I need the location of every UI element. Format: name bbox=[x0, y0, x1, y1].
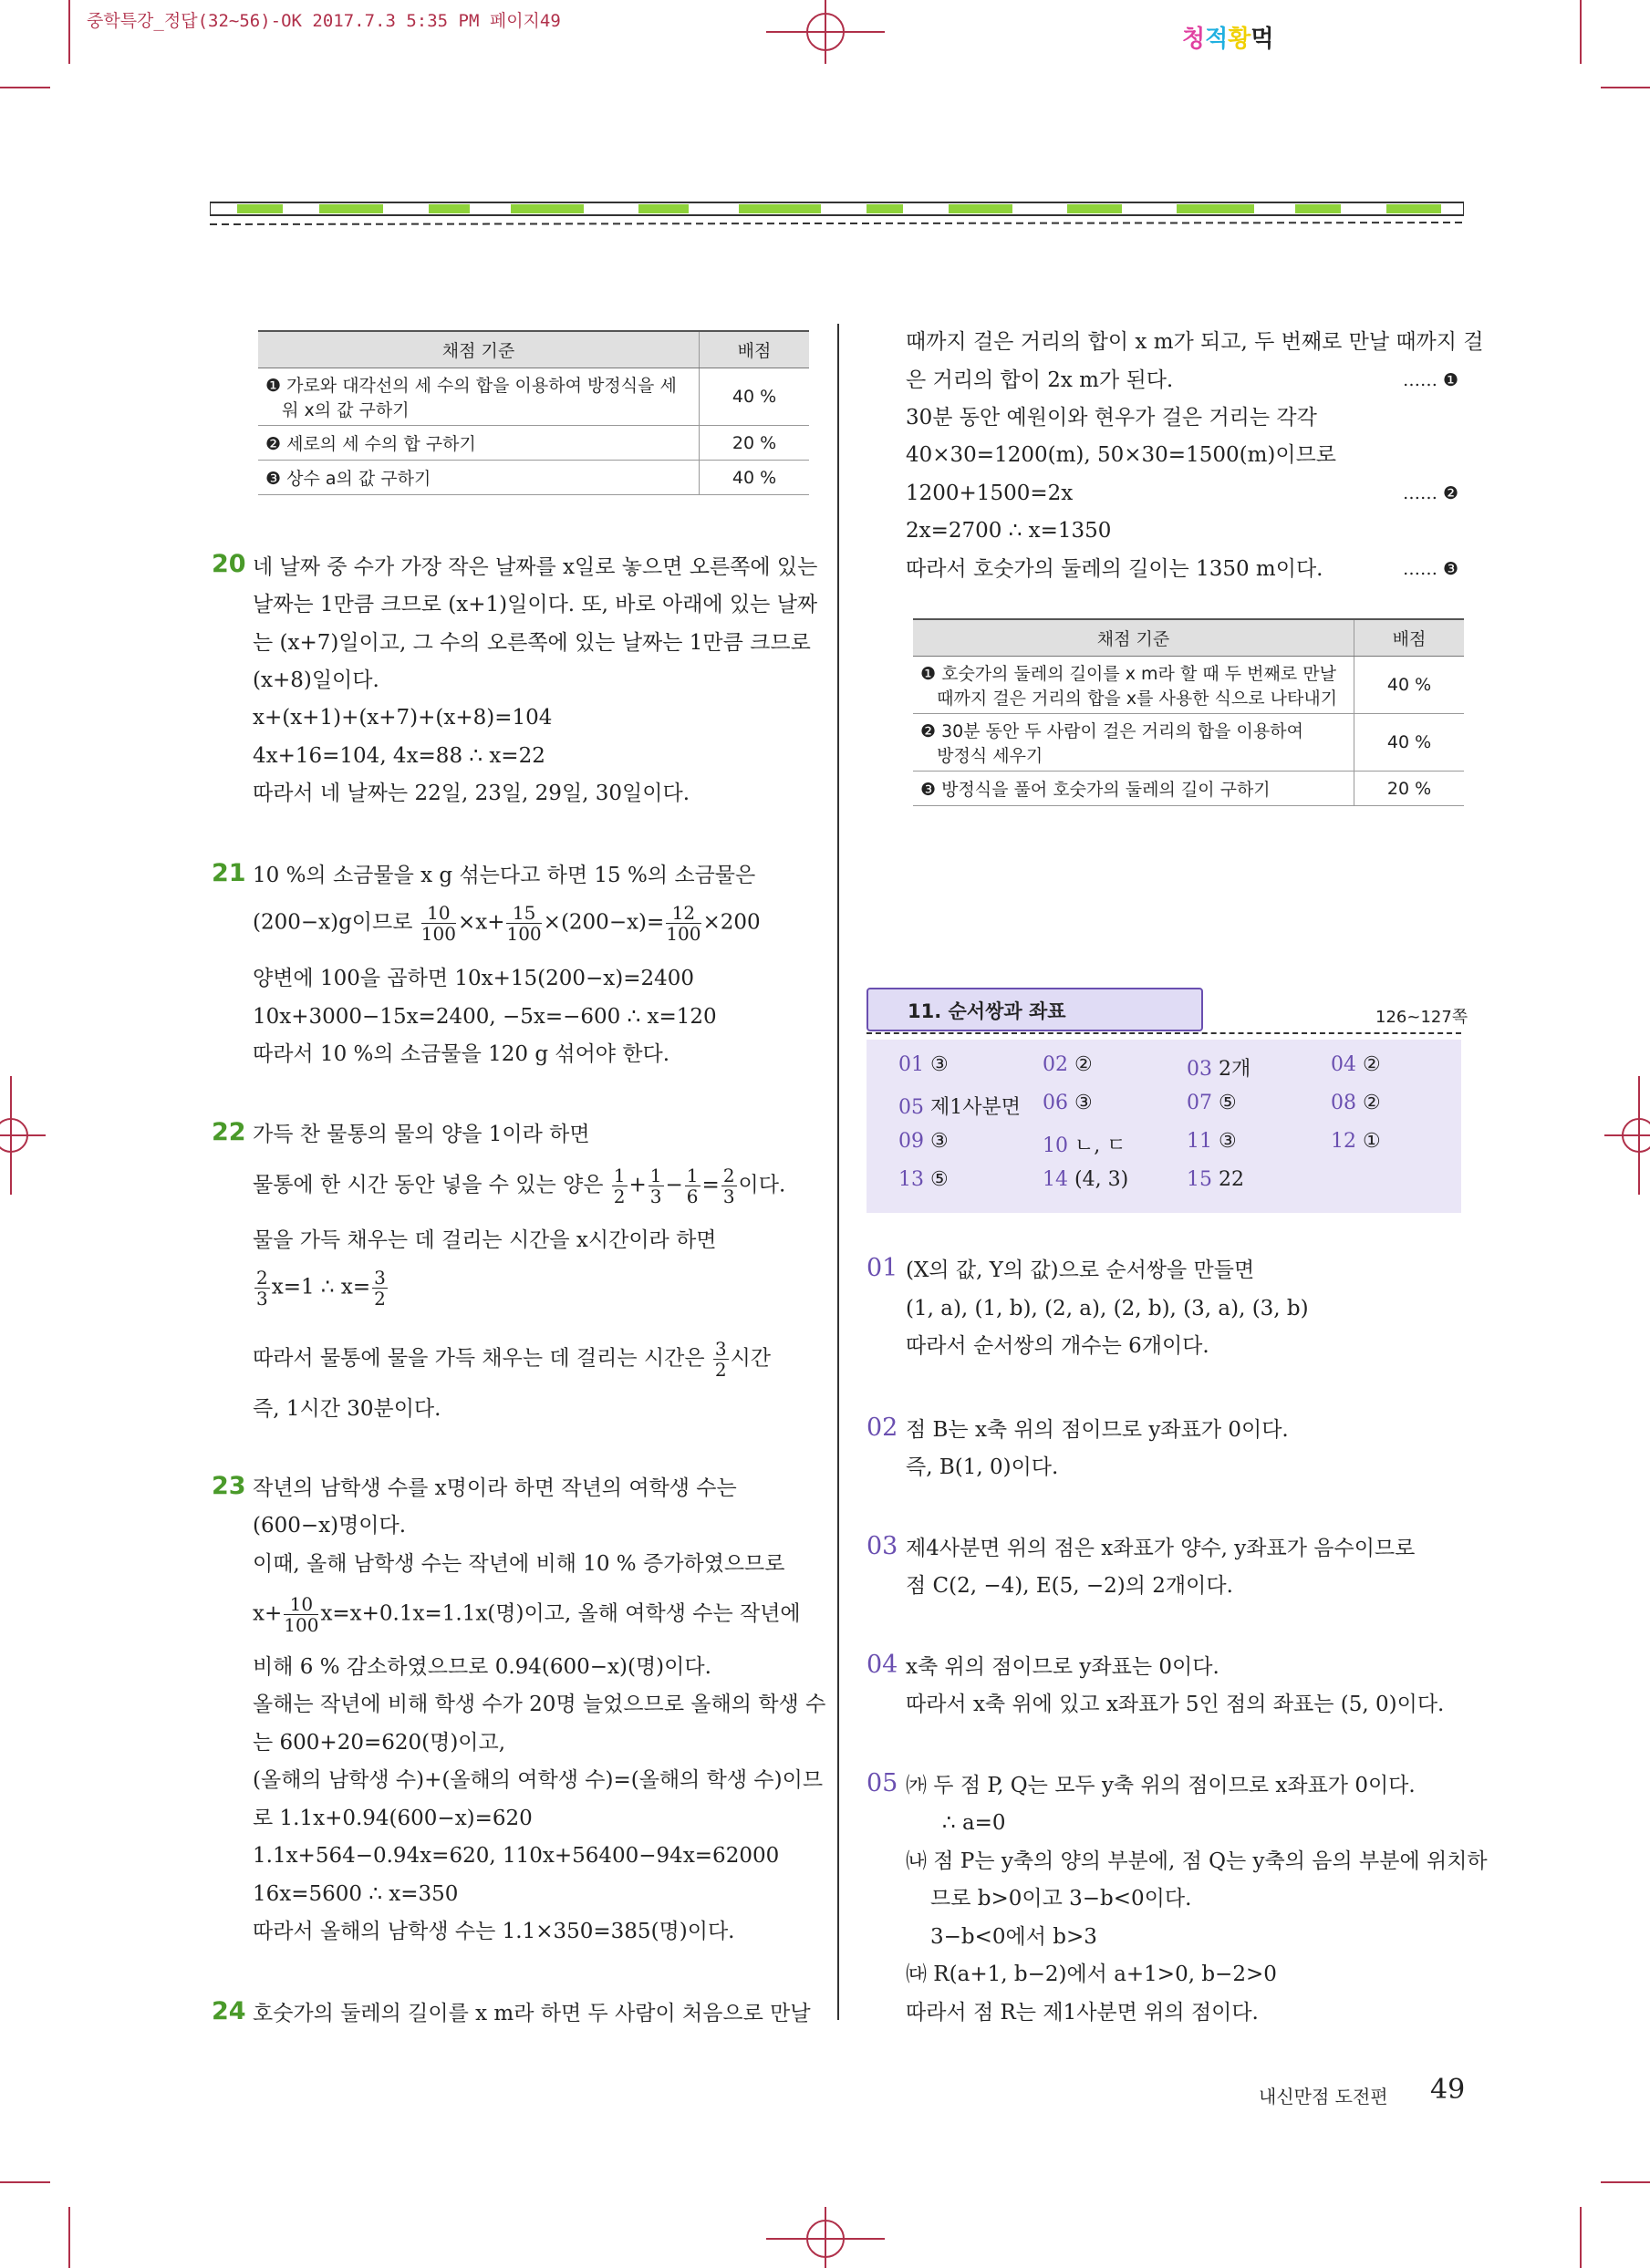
registration-mark bbox=[766, 2207, 885, 2268]
answer-number: 07 bbox=[1187, 1092, 1212, 1114]
text-line: 10 %의 소금물을 x g 섞는다고 하면 15 %의 소금물은 bbox=[253, 864, 756, 887]
fraction: $\frac{1}{2}$ bbox=[613, 1165, 626, 1207]
answer-item bbox=[898, 1053, 949, 1076]
fraction: $\frac{1}{6}$ bbox=[686, 1165, 699, 1207]
text-line: 로 1.1x+0.94(600−x)=620 bbox=[253, 1807, 533, 1830]
equation-line: x+ $\frac{10}{100}$ x=x+0.1x=1.1x(명)이고, 올해 여학생 수는 작년에 bbox=[253, 1593, 801, 1636]
fraction: $\frac{3}{2}$ bbox=[714, 1338, 727, 1381]
crop-mark bbox=[1601, 2181, 1650, 2183]
text-line: 올해는 작년에 비해 학생 수가 20명 늘었으므로 올해의 학생 수 bbox=[253, 1693, 826, 1716]
fraction: $\frac{1}{3}$ bbox=[649, 1165, 662, 1207]
text-line: 1200+1500=2x bbox=[906, 482, 1074, 505]
table-cell: ❷ 세로의 세 수의 합 구하기 bbox=[258, 426, 700, 461]
answer-value: ② bbox=[1363, 1053, 1381, 1076]
answer-value: ① bbox=[1363, 1130, 1381, 1153]
fraction: $\frac{10}{100}$ bbox=[284, 1593, 319, 1636]
step-mark: …… ❷ bbox=[1403, 483, 1459, 503]
text-line: 4x+16=104, 4x=88 ∴ x=22 bbox=[253, 744, 545, 768]
scoring-table-right bbox=[913, 618, 1464, 806]
section-divider bbox=[867, 1032, 1461, 1034]
problem-number: 02 bbox=[867, 1414, 898, 1442]
table-header: 채점 기준 bbox=[258, 331, 700, 368]
answer-value: 제1사분면 bbox=[930, 1096, 1022, 1119]
answer-number: 10 bbox=[1043, 1134, 1068, 1157]
text-line: 므로 b>0이고 3−b<0이다. bbox=[930, 1887, 1192, 1911]
brand-char: 청 bbox=[1182, 26, 1206, 53]
answer-number: 06 bbox=[1043, 1092, 1068, 1114]
answer-item bbox=[898, 1168, 949, 1191]
answer-number: 11 bbox=[1187, 1130, 1212, 1153]
page-range: 126~127쪽 bbox=[1375, 1008, 1468, 1027]
text-line: ㈐ R(a+1, b−2)에서 a+1>0, b−2>0 bbox=[906, 1962, 1277, 1986]
text-line: ㈏ 점 P는 y축의 양의 부분에, 점 Q는 y축의 음의 부분에 위치하 bbox=[906, 1849, 1488, 1873]
column-divider bbox=[837, 324, 839, 2020]
table-cell: ❸ 상수 a의 값 구하기 bbox=[258, 461, 700, 495]
problem-number: 23 bbox=[212, 1472, 246, 1500]
text-line: 는 600+20=620(명)이고, bbox=[253, 1731, 506, 1755]
text-line: 양변에 100을 곱하면 10x+15(200−x)=2400 bbox=[253, 967, 695, 990]
answer-number: 15 bbox=[1187, 1168, 1212, 1191]
brand-char: 적 bbox=[1205, 26, 1229, 53]
text-line: 따라서 순서쌍의 개수는 6개이다. bbox=[906, 1334, 1209, 1358]
crop-mark bbox=[0, 87, 50, 88]
answer-value: 2개 bbox=[1219, 1058, 1251, 1081]
answer-number: 03 bbox=[1187, 1058, 1212, 1081]
answer-number: 05 bbox=[898, 1096, 924, 1119]
fraction: $\frac{3}{2}$ bbox=[374, 1267, 386, 1310]
answer-value: ③ bbox=[1074, 1092, 1093, 1114]
text-line: 호숫가의 둘레의 길이를 x m라 하면 두 사람이 처음으로 만날 bbox=[253, 2002, 811, 2025]
answer-item bbox=[1331, 1053, 1381, 1076]
registration-mark bbox=[1604, 1076, 1650, 1195]
answer-item bbox=[1187, 1130, 1237, 1153]
step-mark: …… ❸ bbox=[1403, 559, 1459, 579]
answer-number: 01 bbox=[898, 1053, 924, 1076]
text-line: 따라서 호숫가의 둘레의 길이는 1350 m이다. bbox=[906, 557, 1323, 581]
crop-mark bbox=[68, 2207, 70, 2268]
text-line: 따라서 10 %의 소금물을 120 g 섞어야 한다. bbox=[253, 1042, 670, 1066]
points-cell: 20 % bbox=[1354, 772, 1465, 806]
text-line: 40×30=1200(m), 50×30=1500(m)이므로 bbox=[906, 443, 1337, 467]
answer-item bbox=[1331, 1092, 1381, 1114]
table-header: 배점 bbox=[700, 331, 810, 368]
brand-char: 먹 bbox=[1250, 26, 1274, 53]
registration-mark bbox=[766, 0, 885, 64]
table-cell: ❶ 가로와 대각선의 세 수의 합을 이용하여 방정식을 세 워 x의 값 구하기 bbox=[258, 368, 700, 426]
problem-number: 05 bbox=[867, 1769, 898, 1797]
points-cell: 40 % bbox=[1354, 714, 1465, 772]
problem-number: 04 bbox=[867, 1651, 898, 1679]
points-cell: 40 % bbox=[1354, 657, 1465, 714]
text-line: 즉, 1시간 30분이다. bbox=[253, 1397, 441, 1421]
fraction: $\frac{15}{100}$ bbox=[506, 902, 542, 945]
equation-line: 물통에 한 시간 동안 넣을 수 있는 양은 $\frac{1}{2}$ + $\frac{1}{3}$ − $\frac{1}{6}$ = $\frac{2}{3}$ 이다. bbox=[253, 1165, 786, 1207]
equation-line: 따라서 물통에 물을 가득 채우는 데 걸리는 시간은 $\frac{3}{2}$ 시간 bbox=[253, 1338, 772, 1381]
problem-number: 03 bbox=[867, 1532, 898, 1560]
answer-number: 13 bbox=[898, 1168, 924, 1191]
answer-item bbox=[898, 1130, 949, 1153]
text-line: (1, a), (1, b), (2, a), (2, b), (3, a), (3, b) bbox=[906, 1297, 1309, 1320]
table-header: 배점 bbox=[1354, 619, 1465, 657]
problem-number: 21 bbox=[212, 859, 246, 887]
answer-item bbox=[898, 1092, 1021, 1120]
text-line: 30분 동안 예원이와 현우가 걸은 거리는 각각 bbox=[906, 406, 1317, 430]
text-line: 작년의 남학생 수를 x명이라 하면 작년의 여학생 수는 bbox=[253, 1476, 737, 1500]
text-line: 1.1x+564−0.94x=620, 110x+56400−94x=62000 bbox=[253, 1844, 780, 1868]
brand-char: 황 bbox=[1228, 26, 1251, 53]
answer-value: 22 bbox=[1219, 1168, 1244, 1191]
answer-value: ③ bbox=[1219, 1130, 1237, 1153]
text-line: 10x+3000−15x=2400, −5x=−600 ∴ x=120 bbox=[253, 1005, 717, 1029]
crop-mark bbox=[1601, 87, 1650, 88]
text-line: 따라서 x축 위에 있고 x좌표가 5인 점의 좌표는 (5, 0)이다. bbox=[906, 1693, 1445, 1716]
answer-value: ② bbox=[1363, 1092, 1381, 1114]
problem-number: 20 bbox=[212, 550, 246, 578]
text-line: (X의 값, Y의 값)으로 순서쌍을 만들면 bbox=[906, 1258, 1255, 1282]
answer-number: 04 bbox=[1331, 1053, 1356, 1076]
crop-mark bbox=[1580, 2207, 1582, 2268]
text-line: 3−b<0에서 b>3 bbox=[930, 1925, 1097, 1949]
text-line: (600−x)명이다. bbox=[253, 1514, 407, 1538]
step-mark: …… ❶ bbox=[1403, 370, 1459, 390]
answer-value: ⑤ bbox=[930, 1168, 949, 1191]
points-cell: 20 % bbox=[700, 426, 810, 461]
problem-number: 24 bbox=[212, 1997, 246, 2025]
answer-item bbox=[1187, 1053, 1250, 1082]
text-line: 점 C(2, −4), E(5, −2)의 2개이다. bbox=[906, 1574, 1233, 1598]
answer-value: ⑤ bbox=[1219, 1092, 1237, 1114]
table-header: 채점 기준 bbox=[913, 619, 1354, 657]
answer-number: 08 bbox=[1331, 1092, 1356, 1114]
brand-mark bbox=[1182, 20, 1274, 54]
answer-value: ③ bbox=[930, 1053, 949, 1076]
registration-mark bbox=[0, 1076, 46, 1195]
crop-mark bbox=[68, 0, 70, 64]
crop-mark bbox=[0, 2181, 50, 2183]
answer-item bbox=[1187, 1092, 1237, 1114]
text-line: (x+8)일이다. bbox=[253, 668, 379, 692]
answer-value: ③ bbox=[930, 1130, 949, 1153]
text-line: ㈎ 두 점 P, Q는 모두 y축 위의 점이므로 x좌표가 0이다. bbox=[906, 1774, 1416, 1797]
answer-number: 09 bbox=[898, 1130, 924, 1153]
table-cell: ❶ 호숫가의 둘레의 길이를 x m라 할 때 두 번째로 만날 때까지 걸은 거리의 합을 x를 사용한 식으로 나타내기 bbox=[913, 657, 1354, 714]
answer-item bbox=[1043, 1130, 1126, 1158]
page-number: 49 bbox=[1430, 2074, 1466, 2106]
equation-line: $\frac{2}{3}$ x=1 ∴ x= $\frac{3}{2}$ bbox=[256, 1267, 386, 1310]
text-line: 은 거리의 합이 2x m가 된다. bbox=[906, 368, 1174, 392]
text-line: 이때, 올해 남학생 수는 작년에 비해 10 % 증가하였으므로 bbox=[253, 1552, 785, 1576]
answer-number: 02 bbox=[1043, 1053, 1068, 1076]
answer-value: (4, 3) bbox=[1074, 1168, 1129, 1191]
crop-mark bbox=[1580, 0, 1582, 64]
text-line: 즉, B(1, 0)이다. bbox=[906, 1455, 1059, 1479]
answer-item bbox=[1043, 1092, 1093, 1114]
text-line: 날짜는 1만큼 크므로 (x+1)일이다. 또, 바로 아래에 있는 날짜 bbox=[253, 593, 818, 616]
decorative-band bbox=[210, 199, 1464, 235]
answer-item bbox=[1331, 1130, 1381, 1153]
text-line: x축 위의 점이므로 y좌표는 0이다. bbox=[906, 1655, 1219, 1679]
text-line: 물을 가득 채우는 데 걸리는 시간을 x시간이라 하면 bbox=[253, 1228, 717, 1252]
text-line: 가득 찬 물통의 물의 양을 1이라 하면 bbox=[253, 1123, 590, 1146]
text-line: 제4사분면 위의 점은 x좌표가 양수, y좌표가 음수이므로 bbox=[906, 1537, 1416, 1560]
text-line: (올해의 남학생 수)+(올해의 여학생 수)=(올해의 학생 수)이므 bbox=[253, 1768, 824, 1792]
text-line: x+(x+1)+(x+7)+(x+8)=104 bbox=[253, 706, 553, 730]
text-line: 따라서 올해의 남학생 수는 1.1×350=385(명)이다. bbox=[253, 1920, 735, 1943]
scoring-table-left bbox=[258, 330, 809, 495]
answer-value: ㄴ, ㄷ bbox=[1074, 1134, 1126, 1157]
text-line: 네 날짜 중 수가 가장 작은 날짜를 x일로 놓으면 오른쪽에 있는 bbox=[253, 555, 818, 579]
text-line: 따라서 네 날짜는 22일, 23일, 29일, 30일이다. bbox=[253, 782, 690, 805]
text-line: 16x=5600 ∴ x=350 bbox=[253, 1882, 459, 1906]
table-cell: ❸ 방정식을 풀어 호숫가의 둘레의 길이 구하기 bbox=[913, 772, 1354, 806]
text-line: 점 B는 x축 위의 점이므로 y좌표가 0이다. bbox=[906, 1418, 1289, 1442]
equation-line: (200−x)g이므로 $\frac{10}{100}$ ×x+ $\frac{15}{100}$ ×(200−x)= $\frac{12}{100}$ ×200 bbox=[253, 902, 761, 945]
text-line: ∴ a=0 bbox=[942, 1811, 1006, 1835]
answer-number: 14 bbox=[1043, 1168, 1068, 1191]
table-cell: ❷ 30분 동안 두 사람이 걸은 거리의 합을 이용하여 방정식 세우기 bbox=[913, 714, 1354, 772]
text-line: 는 (x+7)일이고, 그 수의 오른쪽에 있는 날짜는 1만큼 크므로 bbox=[253, 631, 811, 655]
text-line: 때까지 걸은 거리의 합이 x m가 되고, 두 번째로 만날 때까지 걸 bbox=[906, 330, 1484, 354]
answer-item bbox=[1043, 1168, 1128, 1191]
points-cell: 40 % bbox=[700, 368, 810, 426]
fraction: $\frac{2}{3}$ bbox=[256, 1267, 268, 1310]
problem-number: 01 bbox=[867, 1254, 898, 1282]
answer-item bbox=[1187, 1168, 1244, 1191]
answer-number: 12 bbox=[1331, 1130, 1356, 1153]
fraction: $\frac{10}{100}$ bbox=[420, 902, 456, 945]
text-line: 비해 6 % 감소하였으므로 0.94(600−x)(명)이다. bbox=[253, 1655, 711, 1679]
section-title: 11. 순서쌍과 좌표 bbox=[908, 1000, 1066, 1022]
fraction: $\frac{2}{3}$ bbox=[722, 1165, 735, 1207]
problem-number: 22 bbox=[212, 1118, 246, 1146]
file-info: 중학특강_정답(32~56)-OK 2017.7.3 5:35 PM 페이지49 bbox=[87, 11, 561, 31]
answer-item bbox=[1043, 1053, 1093, 1076]
text-line: 2x=2700 ∴ x=1350 bbox=[906, 519, 1112, 543]
book-title: 내신만점 도전편 bbox=[1259, 2086, 1388, 2107]
text-line: 따라서 점 R는 제1사분면 위의 점이다. bbox=[906, 2001, 1259, 2025]
answer-value: ② bbox=[1074, 1053, 1093, 1076]
fraction: $\frac{12}{100}$ bbox=[666, 902, 701, 945]
points-cell: 40 % bbox=[700, 461, 810, 495]
